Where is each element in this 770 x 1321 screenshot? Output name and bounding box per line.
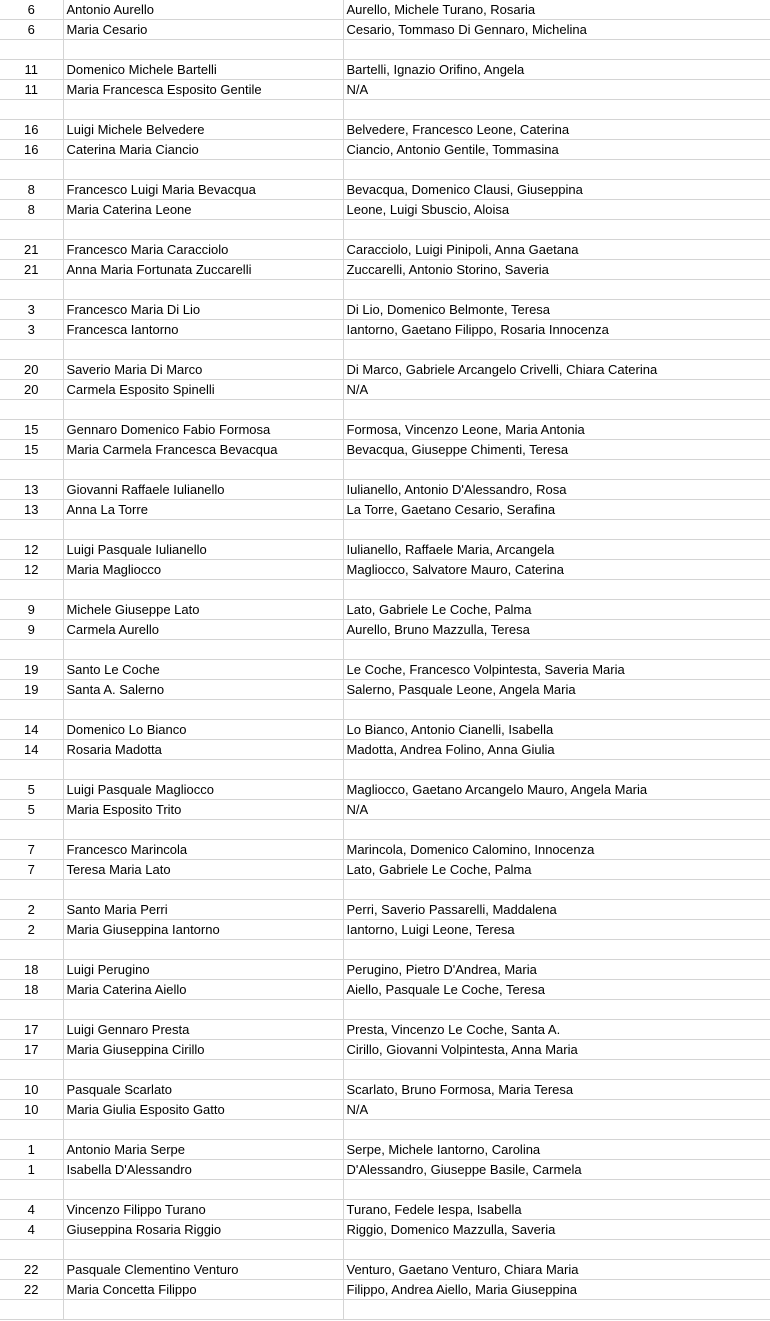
empty-cell[interactable] xyxy=(63,160,343,180)
table-row xyxy=(0,1040,770,1060)
table-row xyxy=(0,120,770,140)
person-name-cell[interactable]: Caterina Maria Ciancio xyxy=(63,140,343,160)
parents-cell[interactable]: Bevacqua, Domenico Clausi, Giuseppina xyxy=(343,180,770,200)
empty-cell[interactable] xyxy=(63,940,343,960)
parents-cell[interactable]: N/A xyxy=(343,380,770,400)
empty-cell[interactable] xyxy=(0,460,63,480)
empty-cell[interactable] xyxy=(63,640,343,660)
empty-row xyxy=(0,400,770,420)
table-row xyxy=(0,560,770,580)
empty-cell[interactable] xyxy=(63,820,343,840)
person-name-cell[interactable]: Maria Cesario xyxy=(63,20,343,40)
person-name-cell[interactable]: Santo Le Coche xyxy=(63,660,343,680)
couple-number-cell[interactable]: 16 xyxy=(0,140,63,160)
table-row xyxy=(0,720,770,740)
table-row xyxy=(0,1200,770,1220)
couple-number-cell[interactable]: 1 xyxy=(0,1160,63,1180)
table-row xyxy=(0,60,770,80)
empty-cell[interactable] xyxy=(343,580,770,600)
couple-number-cell[interactable]: 9 xyxy=(0,620,63,640)
couple-number-cell[interactable]: 3 xyxy=(0,300,63,320)
empty-cell[interactable] xyxy=(343,1180,770,1200)
empty-cell[interactable] xyxy=(0,640,63,660)
table-row xyxy=(0,260,770,280)
empty-cell[interactable] xyxy=(343,100,770,120)
parents-cell[interactable]: Di Lio, Domenico Belmonte, Teresa xyxy=(343,300,770,320)
empty-cell[interactable] xyxy=(343,520,770,540)
person-name-cell[interactable]: Luigi Michele Belvedere xyxy=(63,120,343,140)
table-row xyxy=(0,200,770,220)
parents-cell[interactable]: Le Coche, Francesco Volpintesta, Saveria Maria xyxy=(343,660,770,680)
parents-cell[interactable]: Ciancio, Antonio Gentile, Tommasina xyxy=(343,140,770,160)
empty-cell[interactable] xyxy=(0,1000,63,1020)
empty-row xyxy=(0,940,770,960)
couple-number-cell[interactable]: 12 xyxy=(0,540,63,560)
empty-row xyxy=(0,820,770,840)
table-row xyxy=(0,420,770,440)
table-row xyxy=(0,140,770,160)
couple-number-cell[interactable]: 10 xyxy=(0,1100,63,1120)
parents-cell[interactable]: Iulianello, Antonio D'Alessandro, Rosa xyxy=(343,480,770,500)
empty-cell[interactable] xyxy=(0,160,63,180)
empty-row xyxy=(0,880,770,900)
empty-cell[interactable] xyxy=(0,40,63,60)
person-name-cell[interactable]: Francesco Luigi Maria Bevacqua xyxy=(63,180,343,200)
empty-cell[interactable] xyxy=(63,1000,343,1020)
couple-number-cell[interactable]: 11 xyxy=(0,60,63,80)
empty-cell[interactable] xyxy=(343,400,770,420)
parents-cell[interactable]: Bartelli, Ignazio Orifino, Angela xyxy=(343,60,770,80)
person-name-cell[interactable]: Giovanni Raffaele Iulianello xyxy=(63,480,343,500)
person-name-cell[interactable]: Pasquale Scarlato xyxy=(63,1080,343,1100)
person-name-cell[interactable]: Francesco Marincola xyxy=(63,840,343,860)
couple-number-cell[interactable]: 21 xyxy=(0,260,63,280)
empty-cell[interactable] xyxy=(63,1180,343,1200)
parents-cell[interactable]: Aiello, Pasquale Le Coche, Teresa xyxy=(343,980,770,1000)
parents-cell[interactable]: Scarlato, Bruno Formosa, Maria Teresa xyxy=(343,1080,770,1100)
person-name-cell[interactable]: Santo Maria Perri xyxy=(63,900,343,920)
empty-cell[interactable] xyxy=(63,700,343,720)
table-row xyxy=(0,600,770,620)
table-row xyxy=(0,740,770,760)
parents-cell[interactable]: Formosa, Vincenzo Leone, Maria Antonia xyxy=(343,420,770,440)
empty-cell[interactable] xyxy=(343,1060,770,1080)
parents-cell[interactable]: Lato, Gabriele Le Coche, Palma xyxy=(343,860,770,880)
couple-number-cell[interactable]: 2 xyxy=(0,920,63,940)
empty-row xyxy=(0,460,770,480)
table-row xyxy=(0,360,770,380)
parents-cell[interactable]: Belvedere, Francesco Leone, Caterina xyxy=(343,120,770,140)
empty-cell[interactable] xyxy=(0,880,63,900)
person-name-cell[interactable]: Maria Giuseppina Cirillo xyxy=(63,1040,343,1060)
person-name-cell[interactable]: Giuseppina Rosaria Riggio xyxy=(63,1220,343,1240)
empty-cell[interactable] xyxy=(343,460,770,480)
empty-cell[interactable] xyxy=(0,340,63,360)
couple-number-cell[interactable]: 12 xyxy=(0,560,63,580)
empty-cell[interactable] xyxy=(343,880,770,900)
couple-number-cell[interactable]: 13 xyxy=(0,480,63,500)
empty-cell[interactable] xyxy=(63,760,343,780)
person-name-cell[interactable]: Maria Francesca Esposito Gentile xyxy=(63,80,343,100)
parents-cell[interactable]: Marincola, Domenico Calomino, Innocenza xyxy=(343,840,770,860)
person-name-cell[interactable]: Saverio Maria Di Marco xyxy=(63,360,343,380)
empty-row xyxy=(0,1180,770,1200)
couple-number-cell[interactable]: 14 xyxy=(0,720,63,740)
empty-cell[interactable] xyxy=(63,880,343,900)
parents-cell[interactable]: Iantorno, Gaetano Filippo, Rosaria Innocenza xyxy=(343,320,770,340)
empty-row xyxy=(0,1240,770,1260)
person-name-cell[interactable]: Antonio Maria Serpe xyxy=(63,1140,343,1160)
table-row xyxy=(0,840,770,860)
parents-cell[interactable]: Magliocco, Salvatore Mauro, Caterina xyxy=(343,560,770,580)
person-name-cell[interactable]: Anna La Torre xyxy=(63,500,343,520)
empty-cell[interactable] xyxy=(343,940,770,960)
empty-cell[interactable] xyxy=(63,1300,343,1320)
parents-cell[interactable]: Cirillo, Giovanni Volpintesta, Anna Maria xyxy=(343,1040,770,1060)
person-name-cell[interactable]: Teresa Maria Lato xyxy=(63,860,343,880)
person-name-cell[interactable]: Maria Caterina Aiello xyxy=(63,980,343,1000)
table-row xyxy=(0,320,770,340)
parents-cell[interactable]: Perugino, Pietro D'Andrea, Maria xyxy=(343,960,770,980)
couple-number-cell[interactable]: 15 xyxy=(0,440,63,460)
empty-cell[interactable] xyxy=(343,760,770,780)
person-name-cell[interactable]: Carmela Esposito Spinelli xyxy=(63,380,343,400)
empty-row xyxy=(0,220,770,240)
couple-number-cell[interactable]: 5 xyxy=(0,780,63,800)
empty-row xyxy=(0,280,770,300)
parents-cell[interactable]: Leone, Luigi Sbuscio, Aloisa xyxy=(343,200,770,220)
empty-row xyxy=(0,160,770,180)
empty-cell[interactable] xyxy=(63,400,343,420)
parents-cell[interactable]: Salerno, Pasquale Leone, Angela Maria xyxy=(343,680,770,700)
couple-number-cell[interactable]: 2 xyxy=(0,900,63,920)
couple-number-cell[interactable]: 21 xyxy=(0,240,63,260)
empty-cell[interactable] xyxy=(0,820,63,840)
table-row xyxy=(0,1280,770,1300)
couple-number-cell[interactable]: 3 xyxy=(0,320,63,340)
empty-cell[interactable] xyxy=(63,340,343,360)
empty-cell[interactable] xyxy=(0,1120,63,1140)
empty-cell[interactable] xyxy=(0,580,63,600)
couple-number-cell[interactable]: 19 xyxy=(0,680,63,700)
couple-number-cell[interactable]: 13 xyxy=(0,500,63,520)
person-name-cell[interactable]: Vincenzo Filippo Turano xyxy=(63,1200,343,1220)
table-row xyxy=(0,1140,770,1160)
empty-cell[interactable] xyxy=(0,100,63,120)
couple-number-cell[interactable]: 15 xyxy=(0,420,63,440)
empty-cell[interactable] xyxy=(343,160,770,180)
person-name-cell[interactable]: Santa A. Salerno xyxy=(63,680,343,700)
empty-row xyxy=(0,340,770,360)
empty-row xyxy=(0,100,770,120)
empty-cell[interactable] xyxy=(0,1060,63,1080)
person-name-cell[interactable]: Maria Carmela Francesca Bevacqua xyxy=(63,440,343,460)
table-row xyxy=(0,680,770,700)
parents-cell[interactable]: N/A xyxy=(343,1100,770,1120)
person-name-cell[interactable]: Pasquale Clementino Venturo xyxy=(63,1260,343,1280)
person-name-cell[interactable]: Michele Giuseppe Lato xyxy=(63,600,343,620)
empty-cell[interactable] xyxy=(0,760,63,780)
empty-cell[interactable] xyxy=(343,1300,770,1320)
empty-row xyxy=(0,1120,770,1140)
table-row xyxy=(0,860,770,880)
empty-cell[interactable] xyxy=(0,400,63,420)
empty-cell[interactable] xyxy=(343,820,770,840)
empty-cell[interactable] xyxy=(343,1240,770,1260)
parents-cell[interactable]: Magliocco, Gaetano Arcangelo Mauro, Angela Maria xyxy=(343,780,770,800)
empty-row xyxy=(0,760,770,780)
person-name-cell[interactable]: Francesco Maria Di Lio xyxy=(63,300,343,320)
empty-row xyxy=(0,1000,770,1020)
table-row xyxy=(0,380,770,400)
person-name-cell[interactable]: Maria Magliocco xyxy=(63,560,343,580)
couple-number-cell[interactable]: 20 xyxy=(0,380,63,400)
parents-cell[interactable]: N/A xyxy=(343,80,770,100)
table-row xyxy=(0,780,770,800)
person-name-cell[interactable]: Rosaria Madotta xyxy=(63,740,343,760)
couple-number-cell[interactable]: 1 xyxy=(0,1140,63,1160)
parents-cell[interactable]: Di Marco, Gabriele Arcangelo Crivelli, Chiara Caterina xyxy=(343,360,770,380)
person-name-cell[interactable]: Luigi Gennaro Presta xyxy=(63,1020,343,1040)
empty-cell[interactable] xyxy=(343,340,770,360)
parents-cell[interactable]: Serpe, Michele Iantorno, Carolina xyxy=(343,1140,770,1160)
person-name-cell[interactable]: Isabella D'Alessandro xyxy=(63,1160,343,1180)
table-row xyxy=(0,240,770,260)
empty-row xyxy=(0,40,770,60)
parents-cell[interactable]: Iantorno, Luigi Leone, Teresa xyxy=(343,920,770,940)
table-row xyxy=(0,540,770,560)
person-name-cell[interactable]: Domenico Michele Bartelli xyxy=(63,60,343,80)
person-name-cell[interactable]: Maria Giulia Esposito Gatto xyxy=(63,1100,343,1120)
parents-cell[interactable]: Iulianello, Raffaele Maria, Arcangela xyxy=(343,540,770,560)
parents-cell[interactable]: Turano, Fedele Iespa, Isabella xyxy=(343,1200,770,1220)
empty-cell[interactable] xyxy=(0,1180,63,1200)
parents-cell[interactable]: Cesario, Tommaso Di Gennaro, Michelina xyxy=(343,20,770,40)
table-row xyxy=(0,960,770,980)
couple-number-cell[interactable]: 14 xyxy=(0,740,63,760)
person-name-cell[interactable]: Maria Concetta Filippo xyxy=(63,1280,343,1300)
empty-cell[interactable] xyxy=(63,1120,343,1140)
empty-cell[interactable] xyxy=(63,220,343,240)
table-row xyxy=(0,1220,770,1240)
empty-cell[interactable] xyxy=(343,640,770,660)
empty-cell[interactable] xyxy=(343,220,770,240)
empty-row xyxy=(0,700,770,720)
parents-cell[interactable]: Riggio, Domenico Mazzulla, Saveria xyxy=(343,1220,770,1240)
empty-row xyxy=(0,640,770,660)
parents-cell[interactable]: Lo Bianco, Antonio Cianelli, Isabella xyxy=(343,720,770,740)
parents-cell[interactable]: Filippo, Andrea Aiello, Maria Giuseppina xyxy=(343,1280,770,1300)
empty-cell[interactable] xyxy=(0,1240,63,1260)
person-name-cell[interactable]: Luigi Pasquale Magliocco xyxy=(63,780,343,800)
table-row xyxy=(0,180,770,200)
parents-cell[interactable]: Aurello, Michele Turano, Rosaria xyxy=(343,0,770,20)
empty-cell[interactable] xyxy=(63,580,343,600)
person-name-cell[interactable]: Maria Giuseppina Iantorno xyxy=(63,920,343,940)
couple-number-cell[interactable]: 9 xyxy=(0,600,63,620)
parents-cell[interactable]: Lato, Gabriele Le Coche, Palma xyxy=(343,600,770,620)
couple-number-cell[interactable]: 20 xyxy=(0,360,63,380)
couple-number-cell[interactable]: 5 xyxy=(0,800,63,820)
parents-cell[interactable]: Bevacqua, Giuseppe Chimenti, Teresa xyxy=(343,440,770,460)
empty-cell[interactable] xyxy=(63,1060,343,1080)
person-name-cell[interactable]: Maria Esposito Trito xyxy=(63,800,343,820)
empty-cell[interactable] xyxy=(343,1120,770,1140)
couple-number-cell[interactable]: 17 xyxy=(0,1040,63,1060)
empty-row xyxy=(0,1060,770,1080)
parents-cell[interactable]: N/A xyxy=(343,800,770,820)
parents-cell[interactable]: Caracciolo, Luigi Pinipoli, Anna Gaetana xyxy=(343,240,770,260)
empty-cell[interactable] xyxy=(0,1300,63,1320)
parents-cell[interactable]: Madotta, Andrea Folino, Anna Giulia xyxy=(343,740,770,760)
parents-cell[interactable]: Venturo, Gaetano Venturo, Chiara Maria xyxy=(343,1260,770,1280)
couple-number-cell[interactable]: 4 xyxy=(0,1220,63,1240)
empty-row xyxy=(0,580,770,600)
empty-cell[interactable] xyxy=(0,220,63,240)
empty-cell[interactable] xyxy=(63,280,343,300)
empty-cell[interactable] xyxy=(343,40,770,60)
table-row xyxy=(0,1020,770,1040)
parents-cell[interactable]: La Torre, Gaetano Cesario, Serafina xyxy=(343,500,770,520)
parents-cell[interactable]: Presta, Vincenzo Le Coche, Santa A. xyxy=(343,1020,770,1040)
couple-number-cell[interactable]: 10 xyxy=(0,1080,63,1100)
couple-number-cell[interactable]: 8 xyxy=(0,200,63,220)
couple-number-cell[interactable]: 7 xyxy=(0,840,63,860)
table-row xyxy=(0,20,770,40)
parents-cell[interactable]: D'Alessandro, Giuseppe Basile, Carmela xyxy=(343,1160,770,1180)
table-row xyxy=(0,620,770,640)
couple-number-cell[interactable]: 22 xyxy=(0,1260,63,1280)
empty-cell[interactable] xyxy=(0,700,63,720)
table-row xyxy=(0,660,770,680)
empty-cell[interactable] xyxy=(0,940,63,960)
empty-cell[interactable] xyxy=(0,520,63,540)
table-row xyxy=(0,500,770,520)
empty-row xyxy=(0,520,770,540)
parents-cell[interactable]: Aurello, Bruno Mazzulla, Teresa xyxy=(343,620,770,640)
couple-number-cell[interactable]: 22 xyxy=(0,1280,63,1300)
couple-number-cell[interactable]: 6 xyxy=(0,0,63,20)
person-name-cell[interactable]: Francesco Maria Caracciolo xyxy=(63,240,343,260)
table-row xyxy=(0,480,770,500)
empty-cell[interactable] xyxy=(63,460,343,480)
table-row xyxy=(0,1100,770,1120)
couple-number-cell[interactable]: 7 xyxy=(0,860,63,880)
parents-cell[interactable]: Zuccarelli, Antonio Storino, Saveria xyxy=(343,260,770,280)
empty-cell[interactable] xyxy=(63,100,343,120)
empty-cell[interactable] xyxy=(343,700,770,720)
person-name-cell[interactable]: Anna Maria Fortunata Zuccarelli xyxy=(63,260,343,280)
table-row xyxy=(0,440,770,460)
couple-number-cell[interactable]: 6 xyxy=(0,20,63,40)
table-row xyxy=(0,920,770,940)
table-row xyxy=(0,800,770,820)
couple-number-cell[interactable]: 11 xyxy=(0,80,63,100)
person-name-cell[interactable]: Gennaro Domenico Fabio Formosa xyxy=(63,420,343,440)
table-row xyxy=(0,1080,770,1100)
table-row xyxy=(0,980,770,1000)
table-row xyxy=(0,1160,770,1180)
person-name-cell[interactable]: Maria Caterina Leone xyxy=(63,200,343,220)
person-name-cell[interactable]: Luigi Perugino xyxy=(63,960,343,980)
couple-number-cell[interactable]: 18 xyxy=(0,960,63,980)
parents-cell[interactable]: Perri, Saverio Passarelli, Maddalena xyxy=(343,900,770,920)
empty-cell[interactable] xyxy=(63,520,343,540)
couple-number-cell[interactable]: 8 xyxy=(0,180,63,200)
table-row xyxy=(0,1260,770,1280)
empty-cell[interactable] xyxy=(63,1240,343,1260)
person-name-cell[interactable]: Antonio Aurello xyxy=(63,0,343,20)
person-name-cell[interactable]: Luigi Pasquale Iulianello xyxy=(63,540,343,560)
empty-cell[interactable] xyxy=(343,1000,770,1020)
person-name-cell[interactable]: Carmela Aurello xyxy=(63,620,343,640)
empty-row xyxy=(0,1300,770,1320)
table-row xyxy=(0,0,770,20)
empty-cell[interactable] xyxy=(63,40,343,60)
couple-number-cell[interactable]: 4 xyxy=(0,1200,63,1220)
couple-number-cell[interactable]: 17 xyxy=(0,1020,63,1040)
empty-cell[interactable] xyxy=(343,280,770,300)
couple-number-cell[interactable]: 19 xyxy=(0,660,63,680)
empty-cell[interactable] xyxy=(0,280,63,300)
table-row xyxy=(0,80,770,100)
person-name-cell[interactable]: Francesca Iantorno xyxy=(63,320,343,340)
person-name-cell[interactable]: Domenico Lo Bianco xyxy=(63,720,343,740)
table-row xyxy=(0,900,770,920)
table-row xyxy=(0,300,770,320)
couple-number-cell[interactable]: 18 xyxy=(0,980,63,1000)
couple-number-cell[interactable]: 16 xyxy=(0,120,63,140)
